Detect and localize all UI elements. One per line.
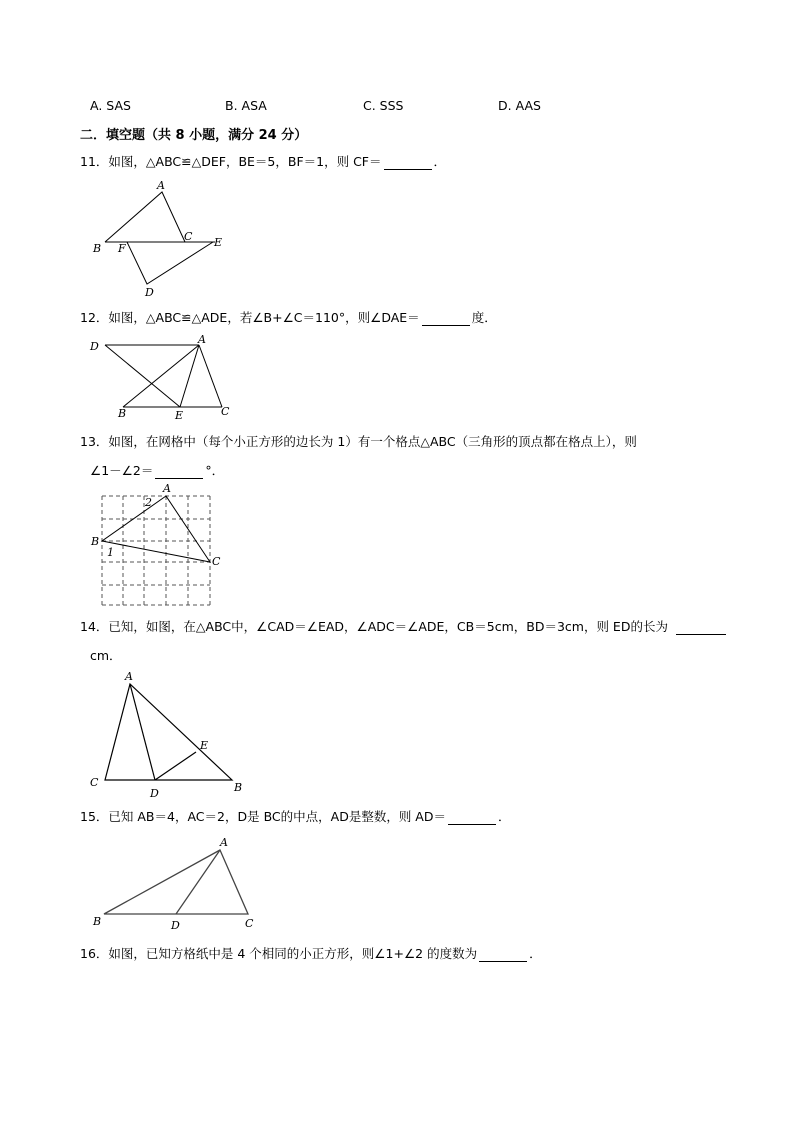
q12-end: 度． (471, 310, 497, 325)
label-a: A (198, 333, 206, 346)
label-f: F (118, 242, 126, 255)
q16-text: 16．如图，已知方格纸中是 4 个相同的小正方形，则∠1+∠2 的度数为 (80, 946, 478, 961)
option-c: C. SSS (363, 98, 404, 113)
option-d: D. AAS (498, 98, 541, 113)
label-d: D (145, 286, 154, 299)
q15-end: ． (497, 809, 511, 824)
triangle-abc (105, 192, 185, 242)
angle-1-label: 1 (107, 546, 114, 559)
option-b: B. ASA (225, 98, 267, 113)
label-c: C (184, 230, 193, 243)
question-13-line1: 13．如图，在网格中（每个小正方形的边长为 1）有一个格点△ABC（三角形的顶点都在格点上），则 (80, 434, 637, 449)
angle-2-label: 2 (145, 496, 152, 509)
label-a: A (157, 179, 165, 192)
label-e: E (175, 409, 184, 422)
label-e: E (200, 739, 209, 752)
label-c: C (212, 555, 221, 568)
option-a: A. SAS (90, 98, 131, 113)
label-c: C (245, 917, 254, 930)
label-b: B (234, 781, 243, 794)
q15-text: 15．已知 AB＝4，AC＝2，D是 BC的中点，AD是整数，则 AD＝ (80, 809, 446, 824)
label-d: D (150, 787, 159, 800)
label-b: B (118, 407, 127, 420)
q14-text: 14．已知，如图，在△ABC中，∠CAD＝∠EAD，∠ADC＝∠ADE，CB＝5cm，BD＝3cm，则 ED的长为 (80, 619, 668, 634)
triangle-def (127, 242, 213, 284)
figure-14 (90, 670, 242, 800)
q13-end: °． (205, 463, 225, 478)
question-14-line2: cm． (90, 648, 122, 663)
label-d: D (90, 340, 99, 353)
figure-12 (89, 333, 230, 422)
label-b: B (93, 242, 102, 255)
label-a: A (163, 482, 171, 495)
label-c: C (90, 776, 99, 789)
q11-text: 11．如图，△ABC≌△DEF，BE＝5，BF＝1，则 CF＝ (80, 154, 382, 169)
label-b: B (91, 535, 100, 548)
label-b: B (93, 915, 102, 928)
label-d: D (171, 919, 180, 932)
q11-end: ． (433, 154, 447, 169)
q12-text: 12．如图，△ABC≌△ADE，若∠B+∠C＝110°，则∠DAE＝ (80, 310, 420, 325)
section-title: 二．填空题（共 8 小题，满分 24 分） (80, 128, 308, 143)
figure-13-grid (90, 482, 221, 605)
q13-text: ∠1－∠2＝ (90, 463, 154, 478)
figure-15 (92, 836, 254, 932)
label-a: A (220, 836, 228, 849)
q16-end: ． (529, 946, 542, 961)
label-a: A (125, 670, 133, 683)
triangle-abc (102, 496, 210, 562)
figure-11 (92, 179, 222, 299)
label-e: E (214, 236, 223, 249)
label-c: C (221, 405, 230, 418)
